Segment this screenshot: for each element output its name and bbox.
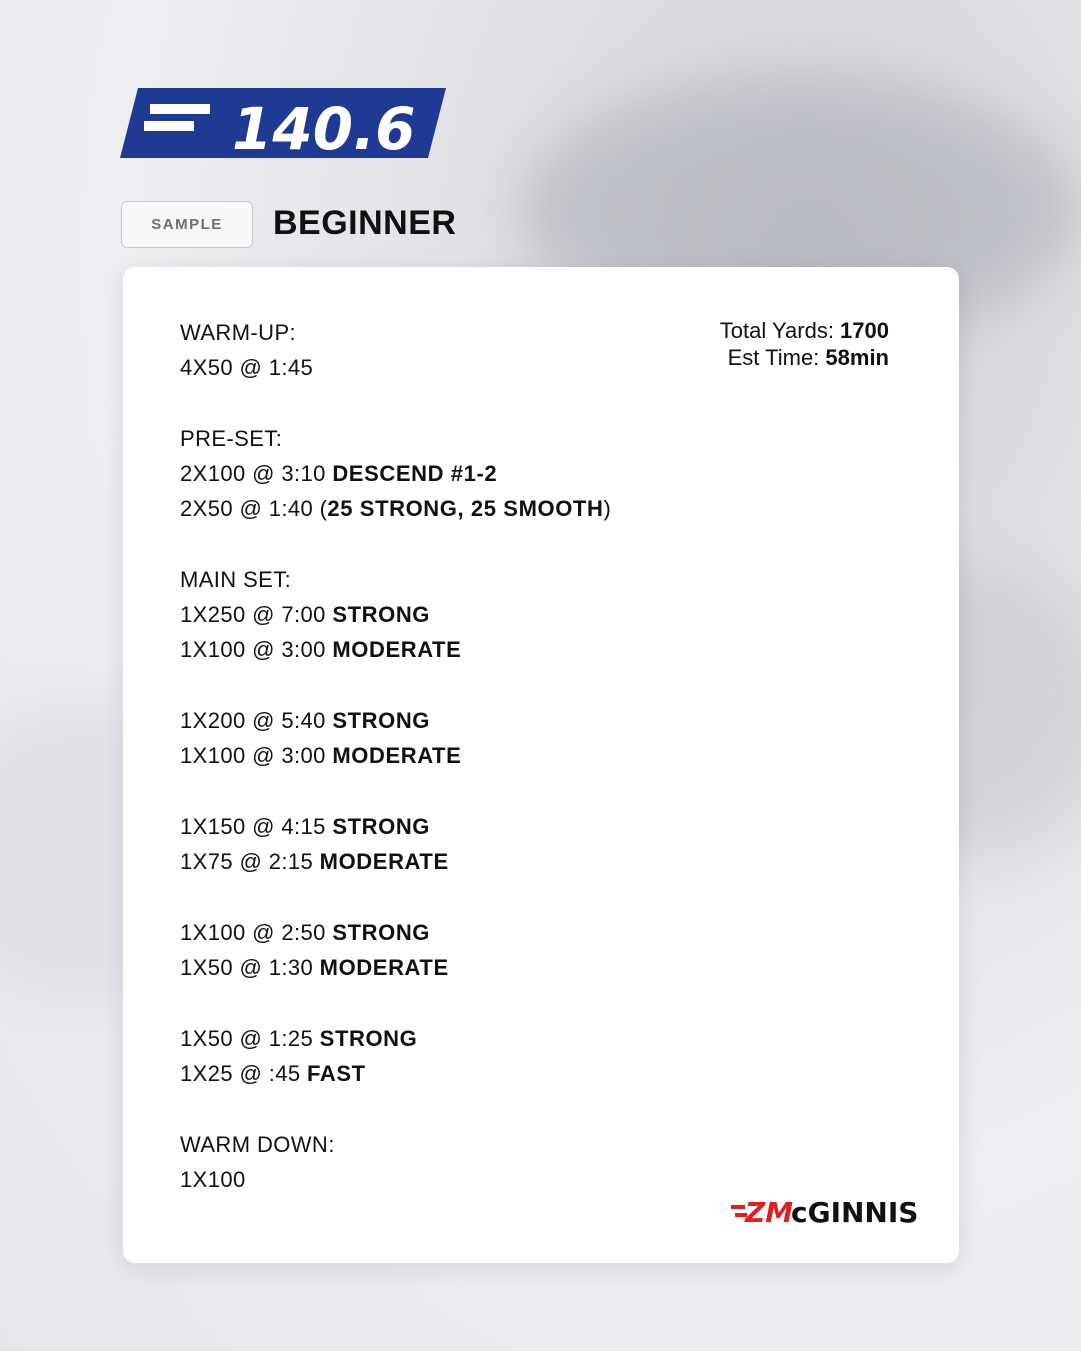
sample-badge: SAMPLE xyxy=(121,201,253,248)
set-effort: DESCEND #1-2 xyxy=(332,461,498,486)
set-line xyxy=(180,350,611,385)
set-spec: 1X200 @ 5:40 xyxy=(180,708,333,733)
section-title: WARM-UP: xyxy=(180,320,297,345)
mcginnis-logo xyxy=(731,1192,921,1228)
set-line xyxy=(180,809,611,844)
set-line xyxy=(180,632,611,667)
logo-mark: ZM xyxy=(745,1196,794,1228)
logo-speed-line-bottom xyxy=(144,121,194,131)
set-spec: 1X100 @ 3:00 xyxy=(180,637,333,662)
set-line xyxy=(180,844,611,879)
set-spec: 4X50 @ 1:45 xyxy=(180,355,314,380)
set-spec: 1X150 @ 4:15 xyxy=(180,814,333,839)
workout-section xyxy=(180,1021,611,1091)
totals-block xyxy=(720,317,889,371)
workout-section xyxy=(180,703,611,773)
set-spec: 1X100 @ 2:50 xyxy=(180,920,333,945)
set-spec: 1X50 @ 1:30 xyxy=(180,955,320,980)
workout-sets xyxy=(180,315,611,1233)
set-effort: MODERATE xyxy=(319,849,449,874)
workout-card xyxy=(123,267,959,1263)
set-tail: ) xyxy=(603,496,612,521)
workout-section xyxy=(180,315,611,385)
set-spec: 1X250 @ 7:00 xyxy=(180,602,333,627)
set-effort: MODERATE xyxy=(332,637,462,662)
set-line xyxy=(180,456,611,491)
workout-section xyxy=(180,421,611,526)
total-yards xyxy=(720,317,889,344)
est-time xyxy=(720,344,889,371)
level-title: BEGINNER xyxy=(273,204,457,242)
set-effort: STRONG xyxy=(332,814,431,839)
workout-section xyxy=(180,809,611,879)
workout-section xyxy=(180,562,611,667)
workout-section xyxy=(180,1127,611,1197)
set-spec: 1X25 @ :45 xyxy=(180,1061,308,1086)
set-spec: 1X100 @ 3:00 xyxy=(180,743,333,768)
set-line xyxy=(180,738,611,773)
set-effort: 25 STRONG, 25 SMOOTH xyxy=(327,496,604,521)
set-line xyxy=(180,1056,611,1091)
set-effort: FAST xyxy=(307,1061,366,1086)
set-spec: 2X100 @ 3:10 xyxy=(180,461,333,486)
set-effort: STRONG xyxy=(332,708,431,733)
set-line xyxy=(180,703,611,738)
set-spec: 2X50 @ 1:40 ( xyxy=(180,496,328,521)
logo-text: 140.6 xyxy=(232,95,416,158)
set-effort: STRONG xyxy=(332,920,431,945)
set-effort: STRONG xyxy=(332,602,431,627)
set-spec: 1X100 xyxy=(180,1167,246,1192)
set-effort: MODERATE xyxy=(319,955,449,980)
set-effort: MODERATE xyxy=(332,743,462,768)
brand-logo-140-6 xyxy=(120,88,446,158)
set-line xyxy=(180,1021,611,1056)
set-line xyxy=(180,491,611,526)
set-line xyxy=(180,915,611,950)
section-title: WARM DOWN: xyxy=(180,1132,335,1157)
est-time-value: 58min xyxy=(825,345,889,370)
set-line xyxy=(180,950,611,985)
workout-section xyxy=(180,915,611,985)
total-yards-label: Total Yards: xyxy=(719,318,841,343)
section-title: MAIN SET: xyxy=(180,567,292,592)
logo-speed-line-top xyxy=(150,104,210,114)
set-effort: STRONG xyxy=(319,1026,418,1051)
section-title: PRE-SET: xyxy=(180,426,283,451)
set-spec: 1X75 @ 2:15 xyxy=(180,849,320,874)
set-line xyxy=(180,597,611,632)
set-spec: 1X50 @ 1:25 xyxy=(180,1026,320,1051)
est-time-label: Est Time: xyxy=(727,345,826,370)
total-yards-value: 1700 xyxy=(840,318,889,343)
set-line xyxy=(180,1162,611,1197)
logo-wordmark: cGINNIS xyxy=(791,1196,919,1228)
logo-accent-line-1 xyxy=(731,1205,745,1209)
